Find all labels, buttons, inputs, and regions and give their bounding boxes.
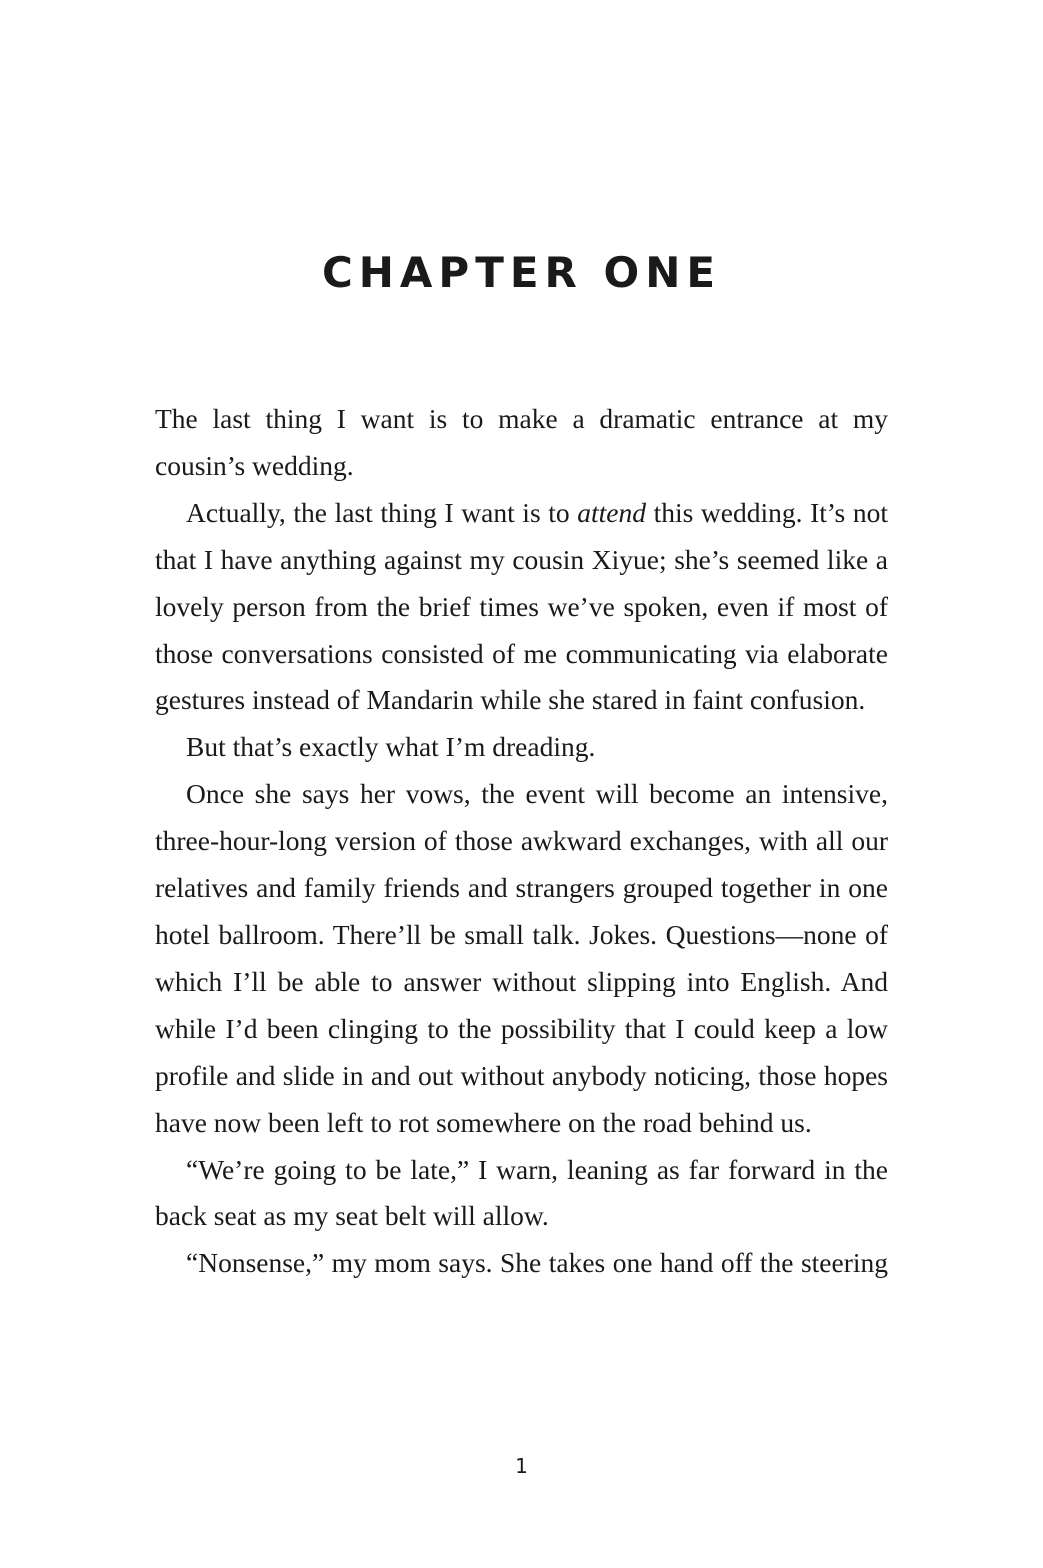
chapter-title: CHAPTER ONE — [321, 248, 722, 297]
paragraph-2-text-start: Actually, the last thing I want is to — [186, 496, 578, 528]
paragraph-2 — [155, 490, 888, 725]
paragraph-3: But that’s exactly what I’m dreading. — [186, 731, 596, 763]
page-number: 1 — [515, 1454, 528, 1478]
emphasis-attend: attend — [577, 496, 646, 528]
paragraph-5: “We’re going to be late,” I warn, leaning as far forward in the back seat as my seat belt will allow. — [155, 1153, 888, 1232]
paragraph-6: “Nonsense,” my mom says. She takes one hand off the steering — [186, 1247, 888, 1279]
chapter-body — [155, 396, 888, 1287]
paragraph-1: The last thing I want is to make a dramatic entrance at my cousin’s wedding. — [155, 403, 888, 481]
paragraph-4: Once she says her vows, the event will become an intensive, three-hour-long version of those awkward exchanges, with all our relatives and family friends and strangers grouped together in one hotel ballroom. There’ll be small talk. Jokes. Questions—none of which I’ll be able to answer without slipping into English. And while I’d been clinging to the possibility that I could keep a low profile and slide in and out without anybody noticing, those hopes have now been left to rot somewhere on the road behind us. — [155, 778, 888, 1138]
paragraph-2-text-end: this wedding. It’s not that I have anything against my cousin Xiyue; she’s seemed like a lovely person from the brief times we’ve spoken, even if most of those conversations consisted of me communicating via elaborate gestures instead of Mandarin while she stared in faint confusion. — [155, 496, 888, 716]
